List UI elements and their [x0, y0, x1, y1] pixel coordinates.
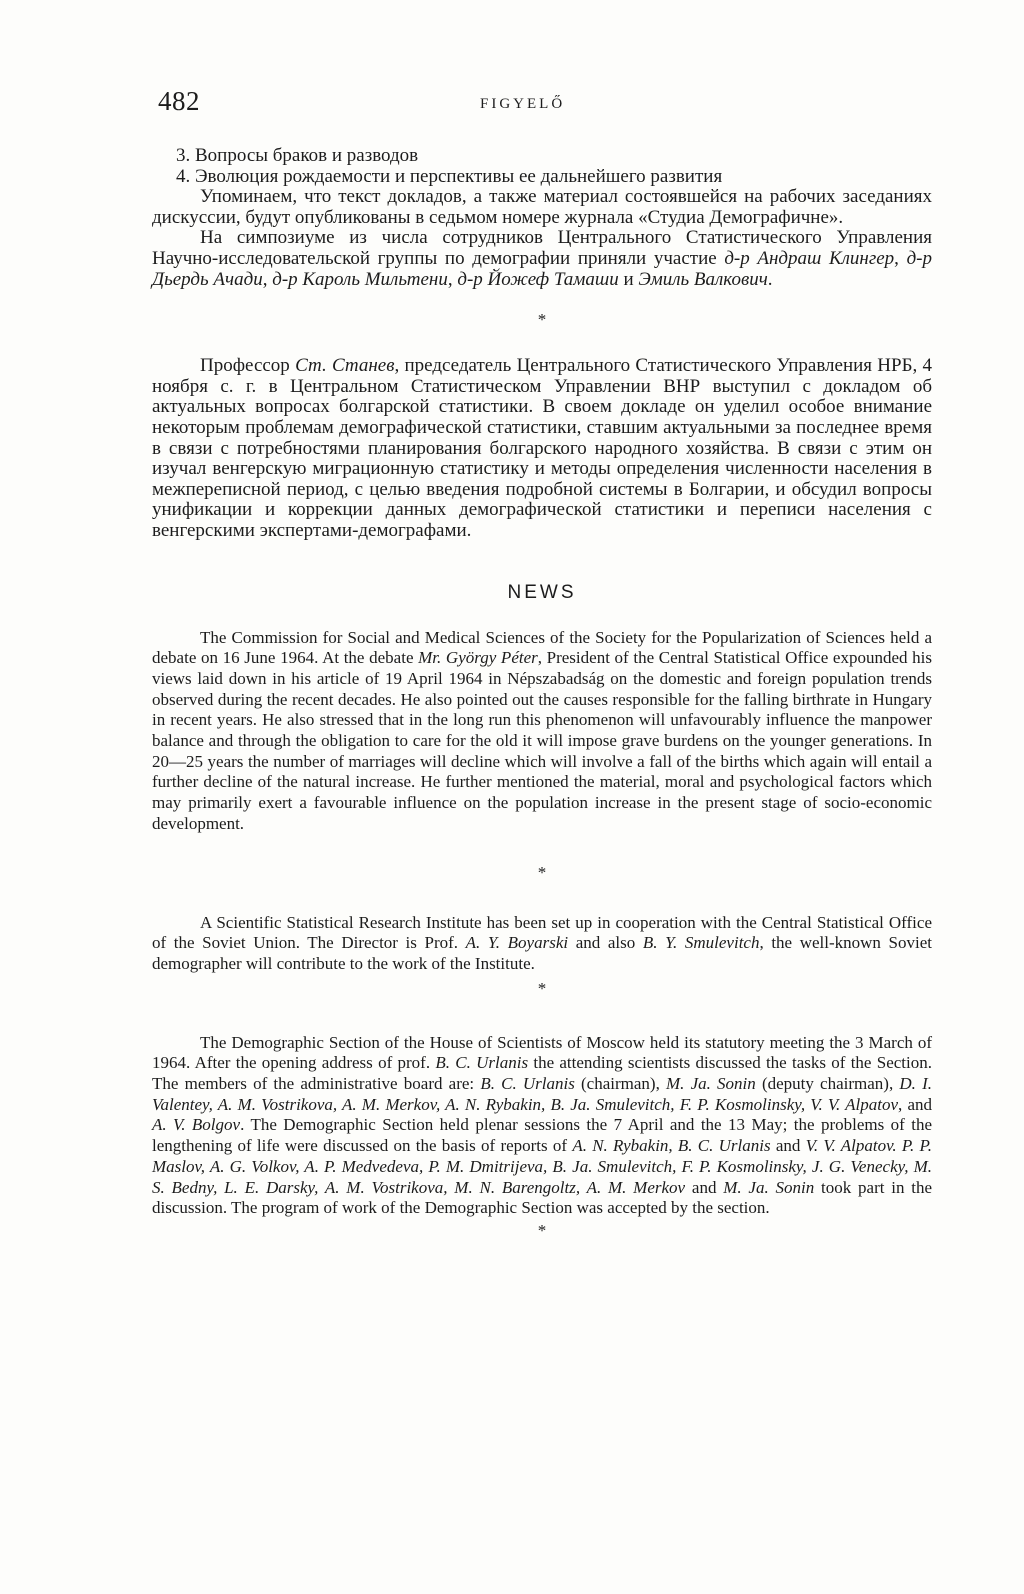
person-name: A. Y. Boyarski — [465, 933, 569, 953]
participants-intro: На симпозиуме из числа сотрудников Центрального Статистического Управления Научно-исследовательской группы по демографии приняли участие — [152, 227, 932, 269]
news-item-demographic-section — [152, 1033, 932, 1219]
page-number: 482 — [158, 86, 200, 116]
russian-section — [152, 146, 932, 290]
name-separator: . — [767, 268, 773, 290]
text-run: A Scientific Statistical Research Institute has been set up in cooperation with the Central Statistical Office of the Soviet Union. The Director is Prof. — [152, 912, 932, 953]
person-name: A. V. Bolgov — [152, 1115, 241, 1135]
text-run: and — [770, 1136, 806, 1156]
person-name: M. Ja. Sonin — [666, 1074, 756, 1094]
person-name: M. Ja. Sonin — [723, 1177, 815, 1197]
paragraph-participants — [152, 228, 932, 290]
text-run: and — [685, 1177, 724, 1197]
text-run: . The Demographic Section held plenar sessions the 7 April and the 13 May; the problems of the lengthening of life were discussed on the basis of reports of — [152, 1115, 932, 1156]
list-item-4: 4. Эволюция рождаемости и перспективы ее дальнейшего развития — [176, 165, 723, 187]
name-separator: , — [894, 247, 907, 269]
news-section — [152, 628, 932, 1241]
person-name: A. N. Rybakin, B. C. Urlanis — [572, 1136, 771, 1156]
list-item-3: 3. Вопросы браков и разводов — [176, 145, 419, 166]
person-name: V. V. Alpatov. P. P. Maslov, A. G. Volkov, A. P. Medvedeva, P. M. Dmitrijeva, B. Ja. Smulevitch, F. P. Kosmolinsky, J. G. Venecky, M. S. Bedny, L. E. Darsky, A. M. Vostrikova, M. N. Barengoltz, A. M. Merkov — [152, 1136, 932, 1197]
running-head: FIGYELŐ — [480, 96, 566, 112]
stanev-name: Ст. Станев — [295, 355, 395, 377]
paragraph-stanev — [152, 356, 932, 541]
participant-name: Эмиль Валкович — [638, 268, 768, 290]
text-run: The Demographic Section of the House of Scientists of Moscow held its statutory meeting the 3 March of 1964. After the opening address of prof. — [152, 1032, 932, 1073]
news-section-title: NEWS — [507, 581, 577, 603]
participant-name: д-р Дьердь Ачади — [152, 247, 933, 290]
name-separator: и — [618, 268, 639, 290]
separator-asterisk: * — [537, 978, 547, 998]
person-name: D. I. Valentey, A. M. Vostrikova, A. M. Merkov, A. N. Rybakin, B. Ja. Smulevitch, F. P. Kosmolinsky, V. V. Alpatov — [152, 1074, 932, 1114]
paragraph-publication: Упоминаем, что текст докладов, а также материал состоявшейся на рабочих заседаниях дискуссии, будут опубликованы в седьмом номере журнала «Студиа Демографичне». — [152, 186, 932, 228]
text-run: (chairman), — [574, 1074, 666, 1094]
text-run: , the well-known Soviet demographer will contribute to the work of the Institute. — [152, 933, 932, 973]
text-run: , President of the Central Statistical Office expounded his views laid down in his article of 19 April 1964 in Népszabadság on the domestic and foreign population trends observed during the recent decades. He also pointed out the causes responsible for the falling birthrate in Hungary in recent years. He also stressed that in the long run this phenomenon will unfavourably influence the manpower balance and through the obligation to care for the old it will impose grave burdens on the younger generations. In 20—25 years the number of marriages will decline which will involve a fall of the births which again will entail a further decline of the natural increase. He further mentioned the material, moral and psychological factors which may primarily exert a favourable influence on the population increase in the present stage of socio-economic development. — [152, 648, 932, 833]
separator-asterisk: * — [537, 310, 547, 330]
text-run: The Commission for Social and Medical Sciences of the Society for the Popularization of Sciences held a debate on 16 June 1964. At the debate — [152, 627, 932, 668]
text-run: the attending scientists discussed the tasks of the Section. The members of the administrative board are: — [152, 1053, 932, 1094]
participant-name: д-р Кароль Мильтени — [272, 268, 448, 290]
stanev-prefix: Профессор — [200, 355, 296, 377]
person-name: Mr. György Péter — [418, 648, 538, 668]
participant-name: д-р Андраш Клингер — [724, 247, 895, 269]
russian-stanev-section — [152, 356, 932, 541]
name-separator: , — [262, 268, 273, 290]
text-run: (deputy chairman), — [755, 1074, 900, 1094]
person-name: B. Y. Smulevitch — [642, 933, 760, 953]
person-name: B. C. Urlanis — [480, 1074, 575, 1094]
separator-asterisk: * — [537, 1220, 547, 1240]
page-header — [152, 86, 932, 146]
news-item-institute — [152, 913, 932, 975]
separator-asterisk: * — [537, 862, 547, 882]
stanev-text: , председатель Центрального Статистического Управления НРБ, 4 ноября с. г. в Центральном Статистическом Управлении ВНР выступил с докладом об актуальных вопросах болгарской статистики. В своем докладе он уделил особое внимание некоторым проблемам демографической статистики, ставшим актуальными за последнее время в связи с потребностями планирования болгарского народного хозяйства. В связи с этим он изучал венгерскую миграционную статистику и методы определения численности населения в межпереписной период, с целью введения подробной системы в Болгарии, и обсудил вопросы унификации и коррекции данных демографической статистики и переписи населения с венгерскими экспертами-демографами. — [152, 355, 932, 541]
person-name: B. C. Urlanis — [435, 1053, 529, 1073]
text-run: took part in the discussion. The program of work of the Demographic Section was accepted by the section. — [152, 1177, 933, 1218]
journal-page — [0, 86, 1024, 1594]
text-run: and also — [568, 933, 643, 953]
text-run: , and — [898, 1094, 933, 1114]
name-separator: , — [447, 268, 458, 290]
participant-name: д-р Йожеф Тамаши — [457, 268, 619, 290]
news-item-commission — [152, 628, 932, 835]
